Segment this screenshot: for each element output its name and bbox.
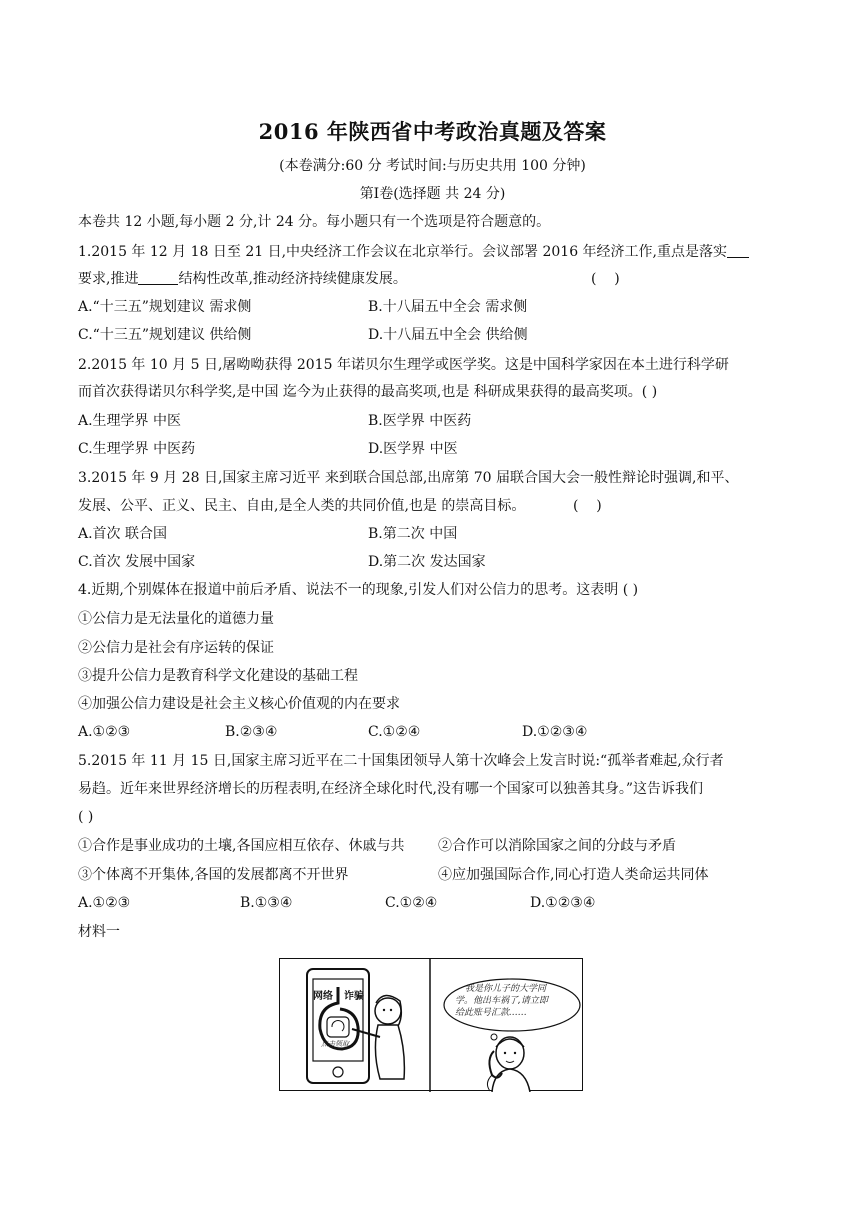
q1-blank-2 (138, 270, 178, 285)
q5-statement-3: ③个体离不开集体,各国的发展都离不开世界 (78, 867, 349, 883)
q2-stem-line1: 2.2015 年 10 月 5 日,屠呦呦获得 2015 年诺贝尔生理学或医学奖。这是中国科学家因在本土进行科学研 (78, 357, 729, 373)
q3-option-a: A.首次 联合国 (78, 526, 168, 542)
page-title: 2016 年陕西省中考政治真题及答案 (258, 119, 607, 144)
bubble-line-3: 给此账号汇款…… (455, 1008, 528, 1018)
q1-option-d: D.十八届五中全会 供给侧 (368, 327, 528, 343)
q3-stem-line1: 3.2015 年 9 月 28 日,国家主席习近平 来到联合国总部,出席第 70 届联合国大会一般性辩论时强调,和平、 (78, 470, 739, 486)
q3-answer-paren: ( ) (573, 498, 602, 514)
material-label: 材料一 (78, 924, 120, 940)
q4-statement-3: ③提升公信力是教育科学文化建设的基础工程 (78, 668, 358, 684)
q1-blank-1 (727, 243, 749, 258)
q2-option-a: A.生理学界 中医 (78, 413, 182, 429)
q5-option-b: B.①③④ (240, 895, 293, 911)
q1-answer-paren: ( ) (591, 271, 620, 287)
q5-answer-paren: ( ) (78, 809, 94, 825)
q3-option-c: C.首次 发展中国家 (78, 554, 196, 570)
q4-statement-2: ②公信力是社会有序运转的保证 (78, 640, 274, 656)
q4-statement-4: ④加强公信力建设是社会主义核心价值观的内在要求 (78, 696, 400, 712)
q2-option-c: C.生理学界 中医药 (78, 441, 196, 457)
q5-statement-4: ④应加强国际合作,同心打造人类命运共同体 (438, 867, 709, 883)
q4-stem-line1: 4.近期,个别媒体在报道中前后矛盾、说法不一的现象,引发人们对公信力的思考。这表明 ( ) (78, 582, 639, 598)
q2-stem-line2: 而首次获得诺贝尔科学奖,是中国 迄今为止获得的最高奖项,也是 科研成果获得的最高奖项。( ) (78, 384, 658, 400)
q4-option-a: A.①②③ (78, 724, 131, 740)
comic-illustration (279, 958, 583, 1091)
q3-option-d: D.第二次 发达国家 (368, 554, 486, 570)
q2-option-b: B.医学界 中医药 (368, 413, 472, 429)
q5-option-c: C.①②④ (385, 895, 438, 911)
q1-stem-text: 1.2015 年 12 月 18 日至 21 日,中央经济工作会议在北京举行。会议部署 2016 年经济工作,重点是落实 (78, 244, 728, 260)
comic-phone-button: 点击领取 (321, 1040, 349, 1048)
comic-drawing (280, 959, 584, 1092)
section-heading: 第Ⅰ卷(选择题 共 24 分) (359, 186, 506, 202)
q5-option-a: A.①②③ (78, 895, 131, 911)
bubble-line-2: 学。他出车祸了,请立即 (455, 996, 548, 1006)
q3-stem-line2: 发展、公平、正义、民主、自由,是全人类的共同价值,也是 的崇高目标。 (78, 498, 526, 514)
q1-stem-text-2b: 结构性改革,推动经济持续健康发展。 (178, 271, 407, 287)
q5-option-d: D.①②③④ (530, 895, 596, 911)
q4-option-c: C.①②④ (368, 724, 421, 740)
q5-stem-line1: 5.2015 年 11 月 15 日,国家主席习近平在二十国集团领导人第十次峰会上发言时说:“孤举者难起,众行者 (78, 753, 724, 769)
comic-label-zhapian: 诈骗 (344, 991, 364, 1002)
q5-statement-2: ②合作可以消除国家之间的分歧与矛盾 (438, 838, 676, 854)
q1-option-c: C.“十三五”规划建议 供给侧 (78, 327, 252, 343)
comic-label-wangluo: 网络 (313, 991, 333, 1002)
q1-stem-text-2a: 要求,推进 (78, 271, 139, 287)
q4-option-d: D.①②③④ (522, 724, 588, 740)
exam-subtitle: (本卷满分:60 分 考试时间:与历史共用 100 分钟) (279, 158, 586, 174)
instructions: 本卷共 12 小题,每小题 2 分,计 24 分。每小题只有一个选项是符合题意的。 (78, 214, 551, 230)
q5-stem-line2: 易趋。近年来世界经济增长的历程表明,在经济全球化时代,没有哪一个国家可以独善其身。”这告诉我们 (78, 781, 704, 797)
q2-option-d: D.医学界 中医 (368, 441, 458, 457)
q1-option-b: B.十八届五中全会 需求侧 (368, 299, 528, 315)
q4-statement-1: ①公信力是无法量化的道德力量 (78, 611, 274, 627)
q5-statement-1: ①合作是事业成功的土壤,各国应相互依存、休戚与共 (78, 838, 405, 854)
q4-option-b: B.②③④ (225, 724, 278, 740)
q1-stem-line2 (78, 269, 407, 289)
q3-option-b: B.第二次 中国 (368, 526, 458, 542)
q1-stem-line1 (78, 242, 749, 262)
bubble-line-1: 我是你儿子的大学同 (465, 984, 547, 994)
q1-option-a: A.“十三五”规划建议 需求侧 (78, 299, 252, 315)
